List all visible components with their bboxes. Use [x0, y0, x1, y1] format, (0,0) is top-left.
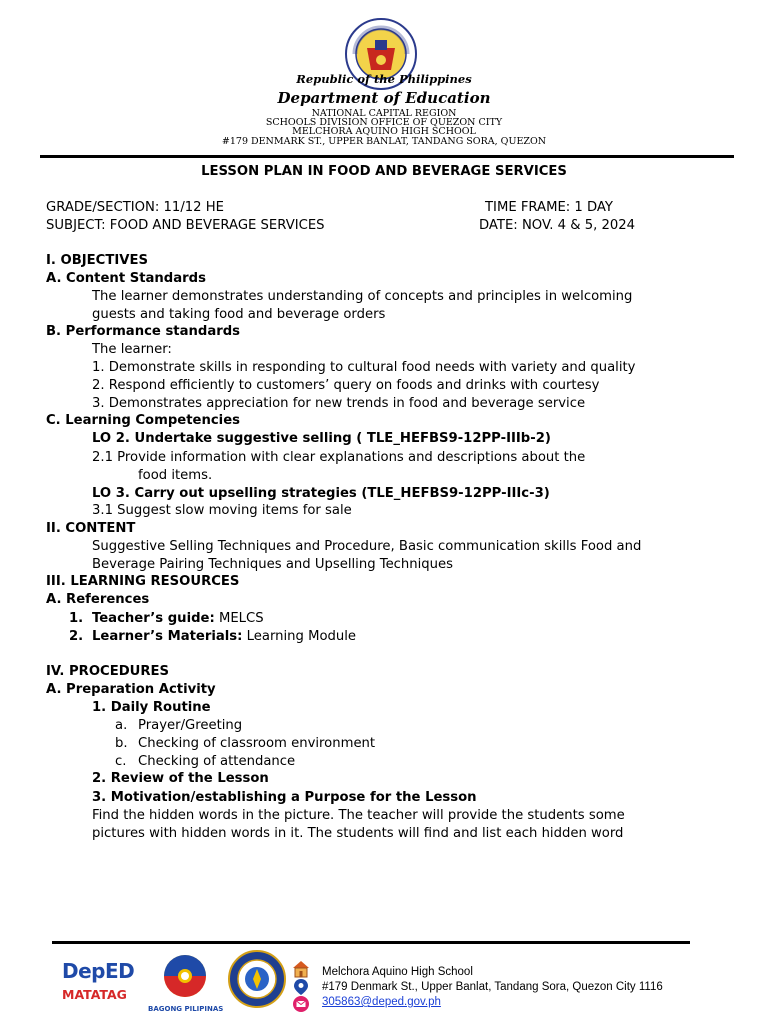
- performance-item: 3. Demonstrates appreciation for new trends in food and beverage service: [92, 396, 586, 411]
- reference-label: Learner’s Materials:: [92, 629, 243, 644]
- footer-divider: [52, 941, 690, 944]
- school-building-icon: [292, 960, 310, 978]
- footer-address: #179 Denmark St., Upper Banlat, Tandang Sora, Quezon City 1116: [322, 981, 663, 993]
- objectives-heading: I. OBJECTIVES: [46, 253, 148, 268]
- procedures-heading: IV. PROCEDURES: [46, 664, 170, 679]
- header-divider: [40, 155, 734, 158]
- motivation-text: pictures with hidden words in it. The students will find and list each hidden word: [92, 826, 624, 841]
- list-letter: b.: [115, 736, 128, 751]
- competencies-heading: C. Learning Competencies: [46, 413, 240, 428]
- bagong-pilipinas-emblem-icon: [148, 954, 222, 998]
- list-number: 2.: [69, 629, 84, 644]
- lo2-item: 2.1 Provide information with clear explanations and descriptions about the: [92, 450, 586, 465]
- lo3-item: 3.1 Suggest slow moving items for sale: [92, 503, 352, 518]
- daily-routine-heading: 1. Daily Routine: [92, 700, 211, 715]
- resources-heading: III. LEARNING RESOURCES: [46, 574, 240, 589]
- school-line: MELCHORA AQUINO HIGH SCHOOL: [292, 126, 476, 137]
- matatag-logo-text: MATATAG: [62, 987, 127, 1002]
- motivation-text: Find the hidden words in the picture. The teacher will provide the students some: [92, 808, 625, 823]
- routine-item: Prayer/Greeting: [138, 718, 243, 733]
- grade-section: GRADE/SECTION: 11/12 HE: [46, 200, 224, 215]
- content-text: Suggestive Selling Techniques and Procedure, Basic communication skills Food and: [92, 539, 642, 554]
- lo2-item: food items.: [138, 468, 213, 483]
- reference-value: MELCS: [214, 611, 264, 626]
- school-seal-icon: [228, 950, 286, 1008]
- preparation-heading: A. Preparation Activity: [46, 682, 216, 697]
- list-letter: a.: [115, 718, 128, 733]
- subject: SUBJECT: FOOD AND BEVERAGE SERVICES: [46, 218, 325, 233]
- bagong-pilipinas-text: BAGONG PILIPINAS: [148, 1005, 224, 1013]
- lesson-title: LESSON PLAN IN FOOD AND BEVERAGE SERVICES: [201, 164, 567, 179]
- email-icon: [293, 996, 309, 1012]
- reference-item: [92, 629, 356, 645]
- republic-line: Republic of the Philippines: [296, 72, 472, 86]
- footer-school-name: Melchora Aquino High School: [322, 966, 473, 978]
- deped-matatag-logo: [62, 960, 140, 1008]
- routine-item: Checking of classroom environment: [138, 736, 376, 751]
- department-line: Department of Education: [277, 89, 491, 107]
- list-number: 1.: [69, 611, 84, 626]
- routine-item: Checking of attendance: [138, 754, 296, 769]
- performance-item: 1. Demonstrate skills in responding to cultural food needs with variety and quality: [92, 360, 636, 375]
- content-standards-heading: A. Content Standards: [46, 271, 206, 286]
- performance-intro: The learner:: [92, 342, 172, 357]
- references-heading: A. References: [46, 592, 150, 607]
- address-line: #179 DENMARK ST., UPPER BANLAT, TANDANG SORA, QUEZON: [221, 136, 547, 147]
- review-heading: 2. Review of the Lesson: [92, 771, 269, 786]
- location-pin-icon: [294, 979, 308, 995]
- region-line: NATIONAL CAPITAL REGION: [311, 108, 457, 119]
- content-text: Beverage Pairing Techniques and Upselling Techniques: [92, 557, 454, 572]
- time-frame: TIME FRAME: 1 DAY: [485, 200, 613, 215]
- lo2-heading: LO 2. Undertake suggestive selling ( TLE_HEFBS9-12PP-IIIb-2): [92, 431, 551, 446]
- footer-email-link[interactable]: 305863@deped.gov.ph: [322, 996, 441, 1008]
- date: DATE: NOV. 4 & 5, 2024: [479, 218, 636, 233]
- deped-logo-text: DepED: [62, 959, 135, 983]
- reference-value: Learning Module: [242, 629, 357, 644]
- content-heading: II. CONTENT: [46, 521, 136, 536]
- performance-heading: B. Performance standards: [46, 324, 241, 339]
- reference-item: [92, 611, 264, 627]
- division-line: SCHOOLS DIVISION OFFICE OF QUEZON CITY: [265, 117, 503, 128]
- reference-label: Teacher’s guide:: [92, 611, 215, 626]
- content-standards-text: guests and taking food and beverage orders: [92, 307, 386, 322]
- motivation-heading: 3. Motivation/establishing a Purpose for the Lesson: [92, 790, 477, 805]
- lo3-heading: LO 3. Carry out upselling strategies (TLE_HEFBS9-12PP-IIIc-3): [92, 486, 550, 501]
- performance-item: 2. Respond efficiently to customers’ query on foods and drinks with courtesy: [92, 378, 600, 393]
- list-letter: c.: [115, 754, 127, 769]
- bagong-pilipinas-logo: [148, 954, 224, 1013]
- content-standards-text: The learner demonstrates understanding of concepts and principles in welcoming: [92, 289, 633, 304]
